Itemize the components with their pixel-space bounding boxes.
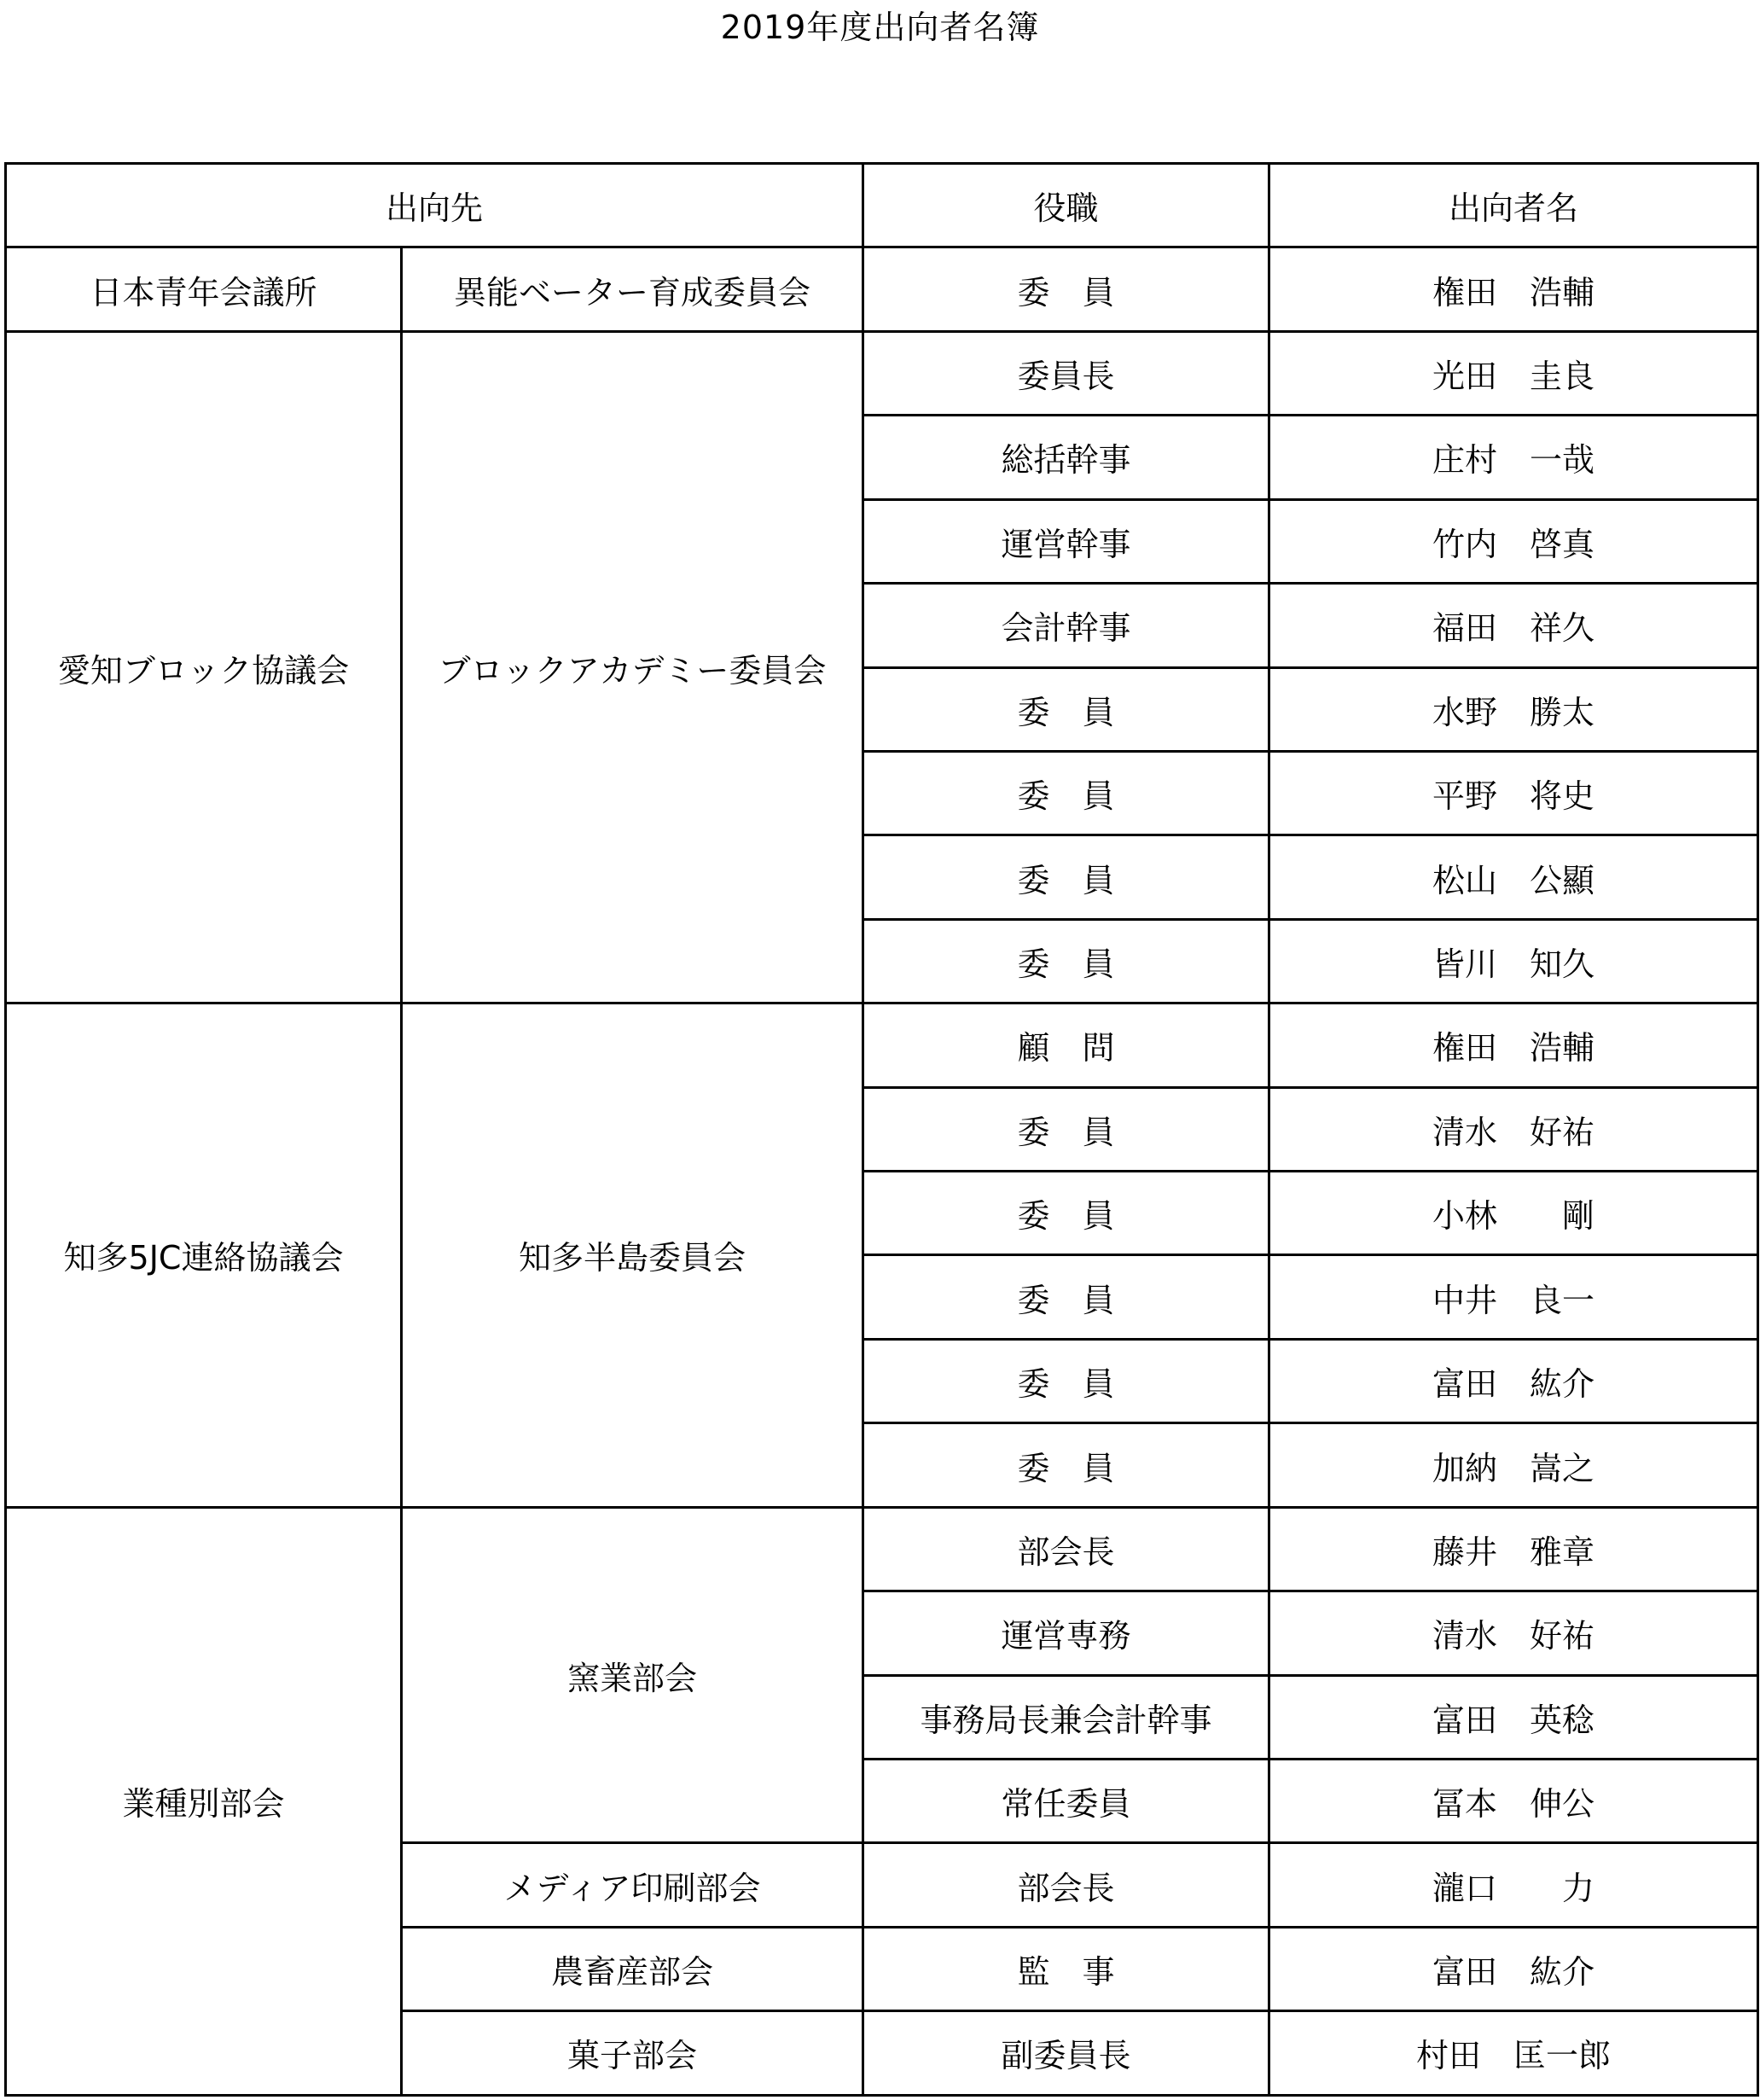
position-cell: 部会長: [863, 1843, 1269, 1927]
position-cell: 委員長: [863, 331, 1269, 415]
header-name: 出向者名: [1269, 164, 1758, 247]
member-name-cell: 藤井 雅章: [1269, 1507, 1758, 1591]
org-cell: 業種別部会: [6, 1507, 402, 2095]
org-cell: 愛知ブロック協議会: [6, 331, 402, 1003]
org-cell: 知多5JC連絡協議会: [6, 1003, 402, 1508]
position-cell: 委 員: [863, 667, 1269, 751]
member-name-cell: 富田 紘介: [1269, 1927, 1758, 2010]
position-cell: 監 事: [863, 1927, 1269, 2010]
position-cell: 委 員: [863, 1255, 1269, 1339]
committee-cell: メディア印刷部会: [402, 1843, 863, 1927]
header-row: [6, 164, 1758, 247]
roster-table: [4, 162, 1759, 2097]
member-name-cell: 清水 好祐: [1269, 1087, 1758, 1171]
position-cell: 委 員: [863, 1339, 1269, 1422]
position-cell: 委 員: [863, 1172, 1269, 1255]
member-name-cell: 小林 剛: [1269, 1172, 1758, 1255]
position-cell: 常任委員: [863, 1760, 1269, 1843]
member-name-cell: 加納 嵩之: [1269, 1423, 1758, 1507]
table-row: [6, 331, 1758, 415]
position-cell: 副委員長: [863, 2011, 1269, 2095]
position-cell: 委 員: [863, 247, 1269, 331]
member-name-cell: 光田 圭良: [1269, 331, 1758, 415]
member-name-cell: 清水 好祐: [1269, 1591, 1758, 1675]
member-name-cell: 皆川 知久: [1269, 919, 1758, 1003]
header-destination: 出向先: [6, 164, 863, 247]
member-name-cell: 冨本 伸公: [1269, 1760, 1758, 1843]
header-position: 役職: [863, 164, 1269, 247]
position-cell: 委 員: [863, 919, 1269, 1003]
member-name-cell: 庄村 一哉: [1269, 416, 1758, 499]
table-row: [6, 1507, 1758, 1591]
position-cell: 総括幹事: [863, 416, 1269, 499]
position-cell: 顧 問: [863, 1003, 1269, 1087]
member-name-cell: 竹内 啓真: [1269, 499, 1758, 583]
committee-cell: ブロックアカデミー委員会: [402, 331, 863, 1003]
committee-cell: 異能ベーター育成委員会: [402, 247, 863, 331]
document-title: 2019年度出向者名簿: [720, 9, 1040, 46]
member-name-cell: 富田 英稔: [1269, 1675, 1758, 1759]
position-cell: 部会長: [863, 1507, 1269, 1591]
member-name-cell: 福田 祥久: [1269, 584, 1758, 667]
position-cell: 委 員: [863, 1423, 1269, 1507]
table-row: [6, 247, 1758, 331]
member-name-cell: 水野 勝太: [1269, 667, 1758, 751]
member-name-cell: 富田 紘介: [1269, 1339, 1758, 1422]
committee-cell: 知多半島委員会: [402, 1003, 863, 1508]
member-name-cell: 権田 浩輔: [1269, 247, 1758, 331]
position-cell: 運営幹事: [863, 499, 1269, 583]
position-cell: 委 員: [863, 1087, 1269, 1171]
position-cell: 委 員: [863, 751, 1269, 835]
member-name-cell: 権田 浩輔: [1269, 1003, 1758, 1087]
position-cell: 委 員: [863, 835, 1269, 919]
member-name-cell: 瀧口 力: [1269, 1843, 1758, 1927]
position-cell: 会計幹事: [863, 584, 1269, 667]
committee-cell: 菓子部会: [402, 2011, 863, 2095]
committee-cell: 農畜産部会: [402, 1927, 863, 2010]
member-name-cell: 平野 将史: [1269, 751, 1758, 835]
table-row: [6, 1003, 1758, 1087]
position-cell: 事務局長兼会計幹事: [863, 1675, 1269, 1759]
member-name-cell: 松山 公顯: [1269, 835, 1758, 919]
committee-cell: 窯業部会: [402, 1507, 863, 1843]
member-name-cell: 村田 匡一郎: [1269, 2011, 1758, 2095]
org-cell: 日本青年会議所: [6, 247, 402, 331]
position-cell: 運営専務: [863, 1591, 1269, 1675]
member-name-cell: 中井 良一: [1269, 1255, 1758, 1339]
